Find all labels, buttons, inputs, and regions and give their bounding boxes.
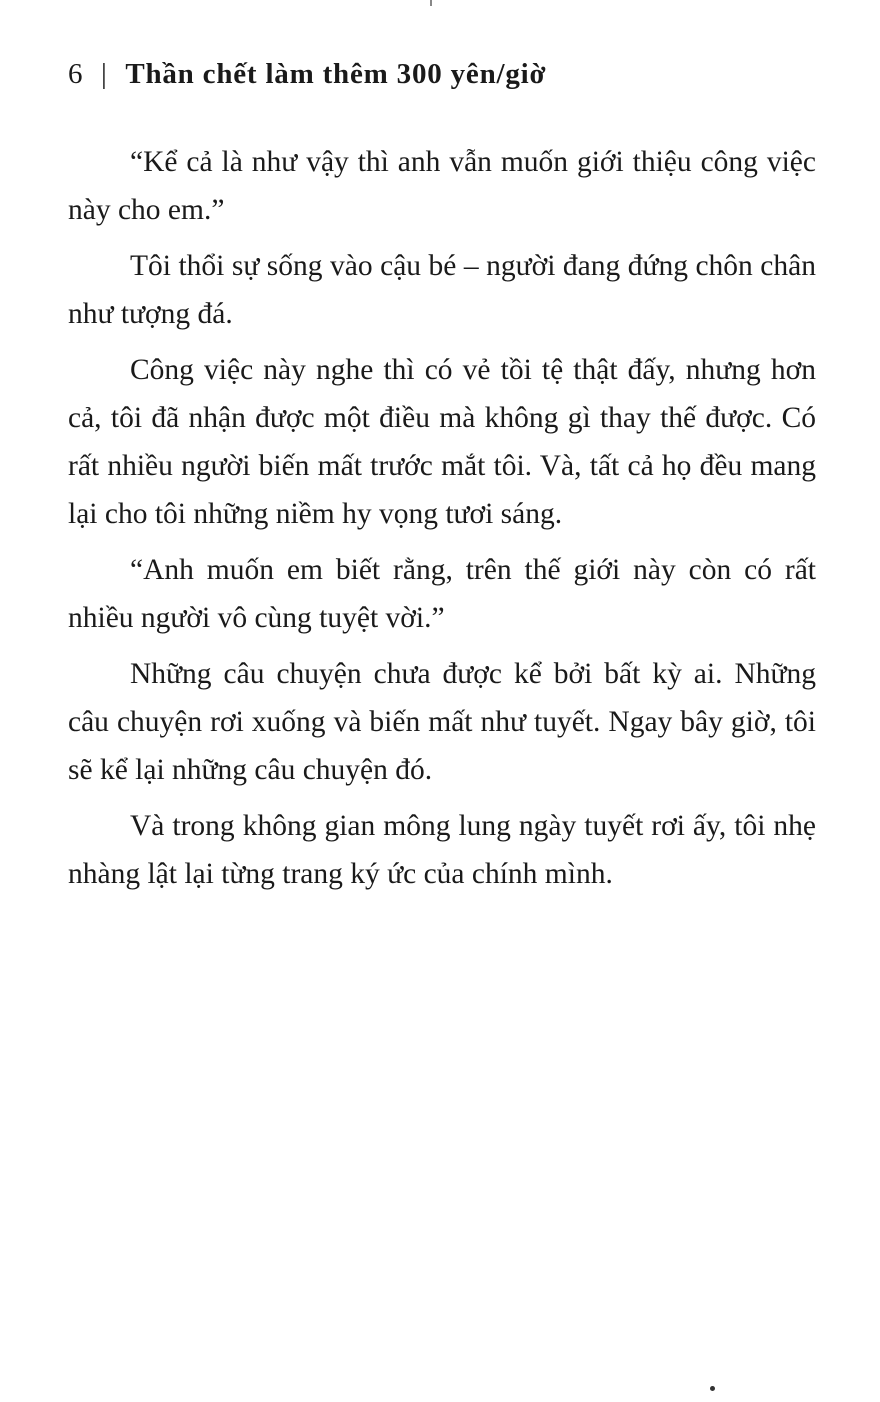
paragraph: Những câu chuyện chưa được kể bởi bất kỳ ai. Những câu chuyện rơi xuống và biến mất như tuyết. Ngay bây giờ, tôi sẽ kể lại những câu chuyện đó. — [68, 658, 816, 786]
header-separator: | — [101, 58, 108, 90]
paragraph: Và trong không gian mông lung ngày tuyết rơi ấy, tôi nhẹ nhàng lật lại từng trang ký ức của chính mình. — [68, 810, 816, 890]
scan-mark — [430, 0, 432, 6]
body-text — [68, 138, 816, 906]
running-header — [68, 58, 546, 91]
paragraph: Công việc này nghe thì có vẻ tồi tệ thật đấy, nhưng hơn cả, tôi đã nhận được một điều mà không gì thay thế được. Có rất nhiều người biến mất trước mắt tôi. Và, tất cả họ đều mang lại cho tôi những niềm hy vọng tươi sáng. — [68, 354, 816, 530]
book-title: Thần chết làm thêm 300 yên/giờ — [125, 58, 547, 90]
page-number: 6 — [68, 58, 83, 90]
scan-speck — [710, 1386, 715, 1391]
paragraph: Tôi thổi sự sống vào cậu bé – người đang đứng chôn chân như tượng đá. — [68, 250, 816, 330]
paragraph: “Anh muốn em biết rằng, trên thế giới này còn có rất nhiều người vô cùng tuyệt vời.” — [68, 554, 816, 634]
paragraph: “Kể cả là như vậy thì anh vẫn muốn giới thiệu công việc này cho em.” — [68, 146, 816, 226]
